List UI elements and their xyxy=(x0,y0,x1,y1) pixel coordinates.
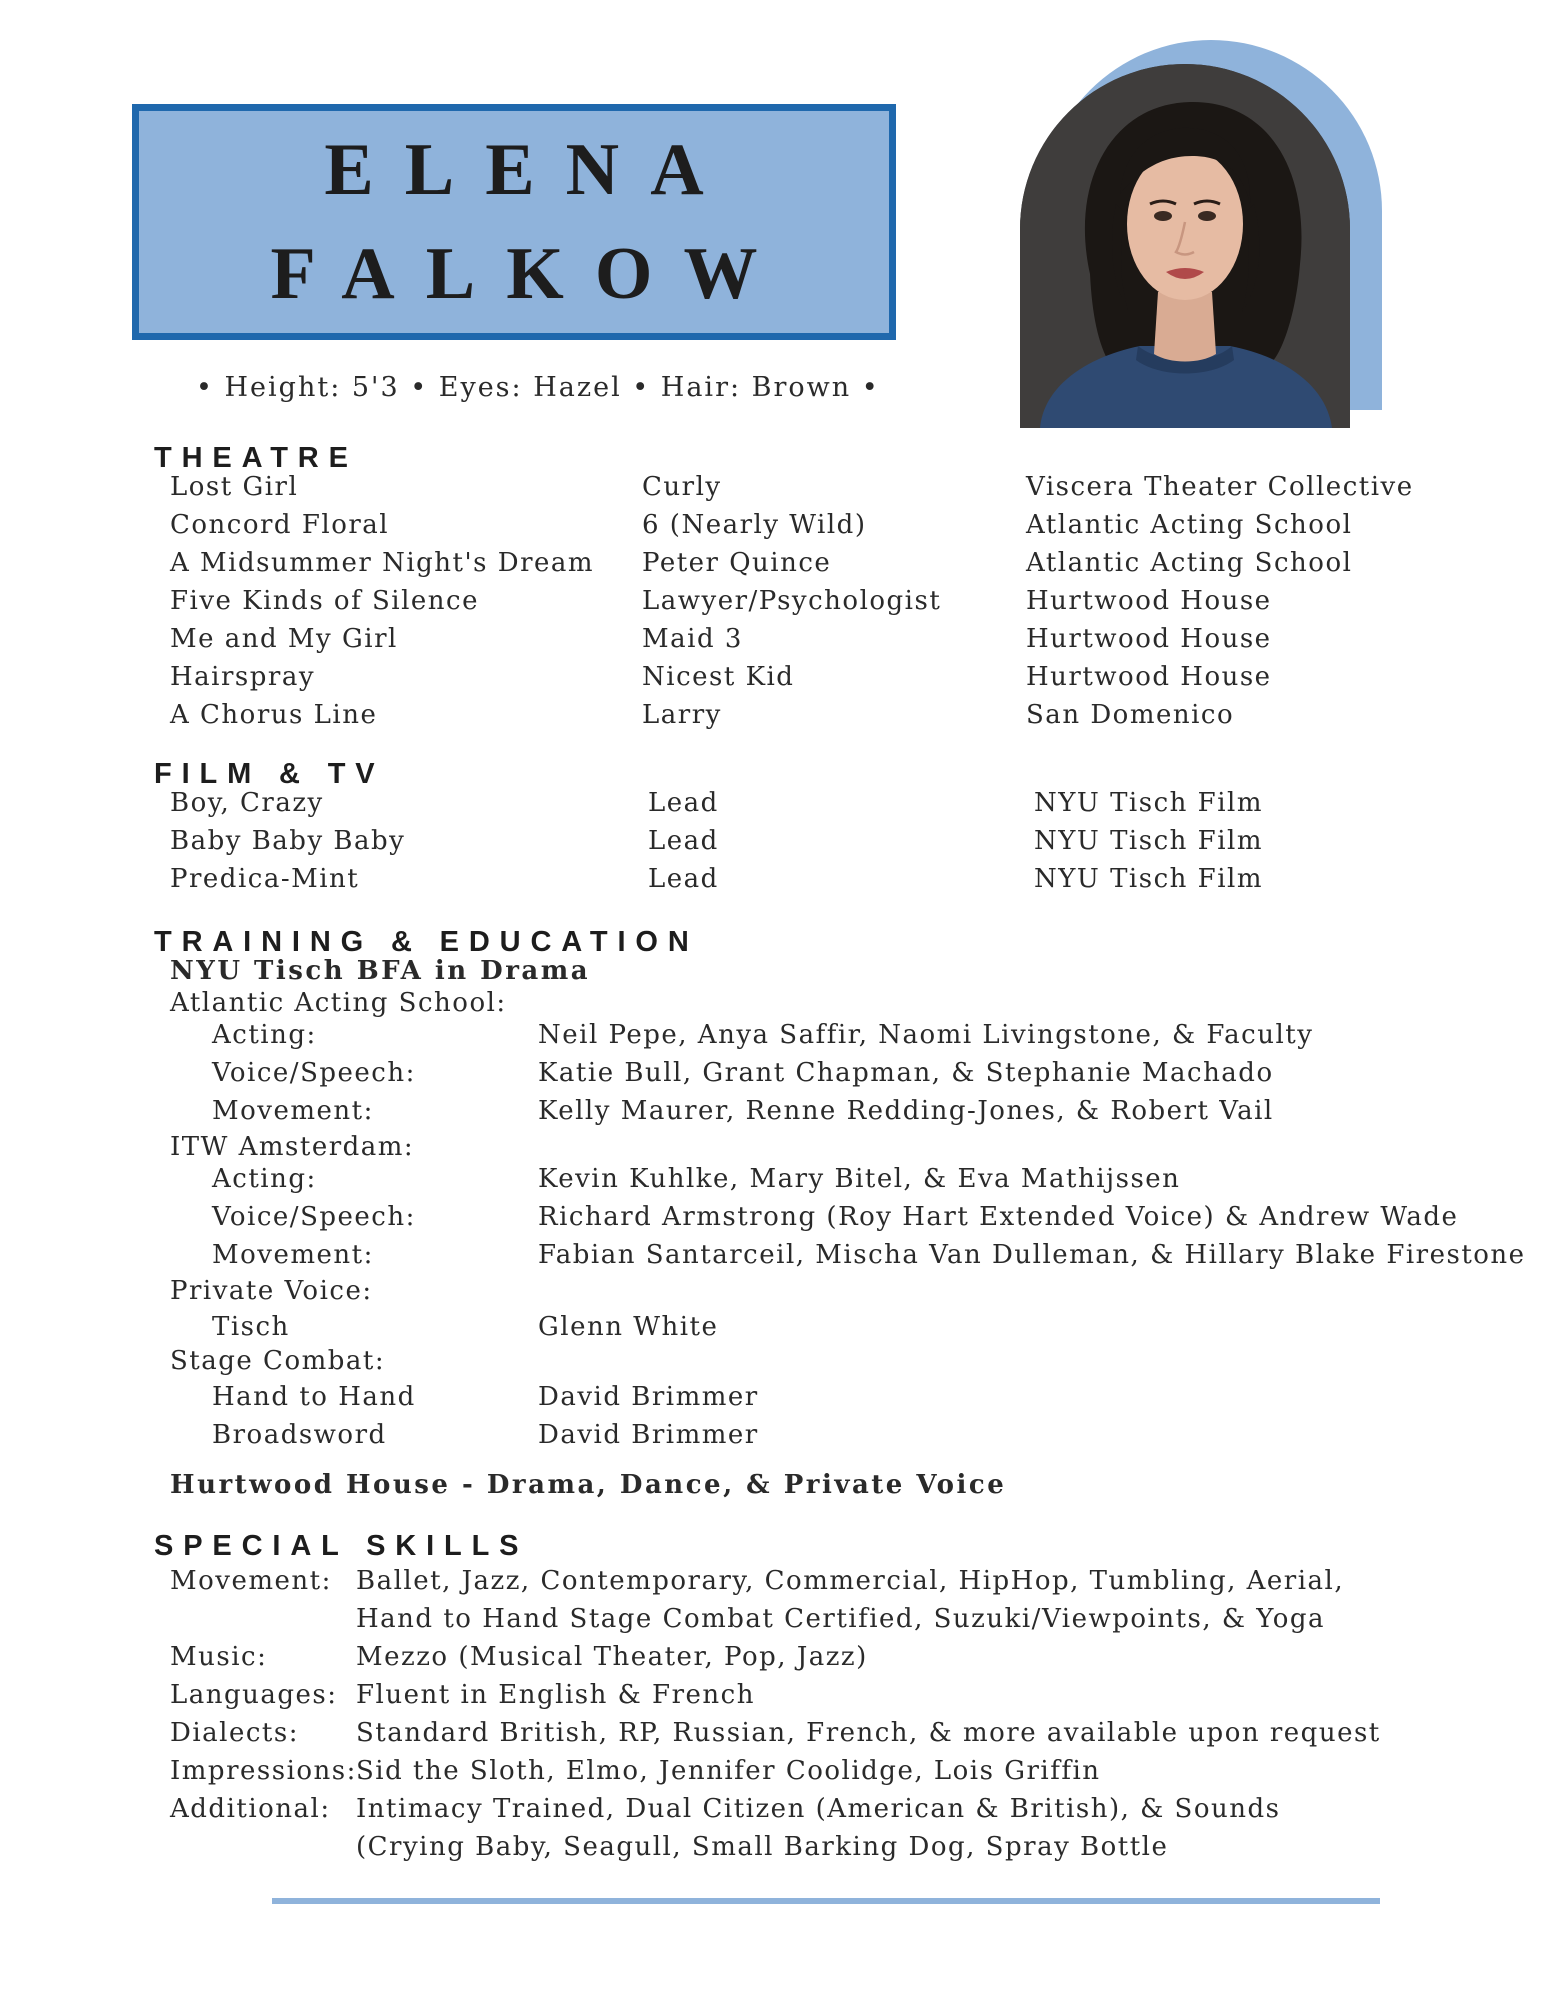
private-voice-label: Private Voice: xyxy=(170,1276,373,1306)
training-heading: TRAINING & EDUCATION xyxy=(154,926,699,958)
skills-list xyxy=(170,1562,1410,1866)
credit-title: Lost Girl xyxy=(170,472,299,502)
table-row xyxy=(170,788,1410,826)
credit-title: Concord Floral xyxy=(170,510,390,540)
list-item xyxy=(170,1164,1430,1202)
skill-text: Mezzo (Musical Theater, Pop, Jazz) xyxy=(356,1642,868,1672)
table-row xyxy=(170,826,1410,864)
credit-venue: Viscera Theater Collective xyxy=(1026,472,1414,502)
vitals: • Height: 5'3 • Eyes: Hazel • Hair: Brown • xyxy=(196,372,880,403)
table-row xyxy=(170,624,1410,662)
credit-venue: Hurtwood House xyxy=(1026,586,1272,616)
list-item xyxy=(170,1202,1459,1240)
skill-label: Languages: xyxy=(170,1680,338,1710)
skill-label: Impressions: xyxy=(170,1756,357,1786)
table-row xyxy=(170,864,1410,902)
list-item xyxy=(170,1020,1430,1058)
theatre-credits xyxy=(170,472,1414,738)
skill-text: Fluent in English & French xyxy=(356,1680,755,1710)
training-subject: Voice/Speech: xyxy=(212,1202,416,1232)
skill-text: Sid the Sloth, Elmo, Jennifer Coolidge, Lois Griffin xyxy=(356,1756,1101,1786)
credit-role: Lawyer/Psychologist xyxy=(642,586,942,616)
credit-title: Five Kinds of Silence xyxy=(170,586,479,616)
credit-title: Me and My Girl xyxy=(170,624,398,654)
skill-label: Movement: xyxy=(170,1566,332,1596)
training-teachers: David Brimmer xyxy=(538,1420,759,1450)
last-name: FALKOW xyxy=(270,233,789,315)
training-subject: Movement: xyxy=(212,1096,374,1126)
credit-role: Lead xyxy=(648,788,719,818)
credit-venue: NYU Tisch Film xyxy=(1034,864,1263,894)
theatre-heading: THEATRE xyxy=(154,442,358,474)
skill-text: Standard British, RP, Russian, French, & more available upon request xyxy=(356,1718,1381,1748)
list-item xyxy=(170,1676,1410,1714)
training-subject: Tisch xyxy=(212,1312,290,1342)
credit-venue: Atlantic Acting School xyxy=(1026,510,1353,540)
film-tv-credits xyxy=(170,788,1410,902)
table-row xyxy=(170,700,1410,738)
list-item xyxy=(170,1096,1430,1132)
credit-title: Hairspray xyxy=(170,662,316,692)
name-banner xyxy=(132,104,896,340)
training-subject: Voice/Speech: xyxy=(212,1058,416,1088)
credit-role: Peter Quince xyxy=(642,548,832,578)
training-subject: Hand to Hand xyxy=(212,1382,416,1412)
skill-label: Music: xyxy=(170,1642,268,1672)
credit-role: Maid 3 xyxy=(642,624,743,654)
list-item xyxy=(170,1382,1430,1420)
table-row xyxy=(170,548,1410,586)
list-item xyxy=(170,1638,1410,1676)
table-row xyxy=(170,586,1410,624)
credit-title: Baby Baby Baby xyxy=(170,826,406,856)
list-item xyxy=(170,1714,1410,1752)
skills-heading: SPECIAL SKILLS xyxy=(154,1530,529,1562)
degree: NYU Tisch BFA in Drama xyxy=(170,956,591,986)
training-teachers: Kevin Kuhlke, Mary Bitel, & Eva Mathijssen xyxy=(538,1164,1181,1194)
training-teachers: Richard Armstrong (Roy Hart Extended Voice) & Andrew Wade xyxy=(538,1202,1459,1232)
training-subject: Acting: xyxy=(212,1164,317,1194)
first-name: ELENA xyxy=(324,129,735,211)
training-teachers: Katie Bull, Grant Chapman, & Stephanie Machado xyxy=(538,1058,1274,1088)
skill-text: Ballet, Jazz, Contemporary, Commercial, HipHop, Tumbling, Aerial, Hand to Hand Stage Combat Certified, Suzuki/Viewpoints, & Yoga xyxy=(356,1566,1345,1634)
credit-role: Curly xyxy=(642,472,722,502)
skill-text: Intimacy Trained, Dual Citizen (American & British), & Sounds (Crying Baby, Seagull, Small Barking Dog, Spray Bottle xyxy=(356,1794,1281,1862)
list-item xyxy=(170,1312,1430,1346)
credit-venue: NYU Tisch Film xyxy=(1034,788,1263,818)
credit-role: Larry xyxy=(642,700,722,730)
training-teachers: David Brimmer xyxy=(538,1382,759,1412)
credit-role: Nicest Kid xyxy=(642,662,795,692)
list-item xyxy=(170,1058,1430,1096)
training-subject: Movement: xyxy=(212,1240,374,1270)
table-row xyxy=(170,472,1414,510)
bottom-divider xyxy=(272,1898,1380,1904)
training-teachers: Kelly Maurer, Renne Redding-Jones, & Robert Vail xyxy=(538,1096,1274,1126)
list-item xyxy=(170,1420,1430,1470)
film-tv-heading: FILM & TV xyxy=(154,758,385,790)
list-item xyxy=(170,1562,1410,1638)
credit-role: 6 (Nearly Wild) xyxy=(642,510,867,540)
headshot-illustration xyxy=(1020,64,1350,428)
training-subject: Acting: xyxy=(212,1020,317,1050)
skill-label: Dialects: xyxy=(170,1718,299,1748)
training-subject: Broadsword xyxy=(212,1420,387,1450)
training-teachers: Glenn White xyxy=(538,1312,719,1342)
school-atlantic: Atlantic Acting School: xyxy=(170,988,507,1018)
list-item xyxy=(170,1240,1526,1276)
hurtwood-training: Hurtwood House - Drama, Dance, & Private Voice xyxy=(170,1470,1007,1500)
training-teachers: Fabian Santarceil, Mischa Van Dulleman, & Hillary Blake Firestone xyxy=(538,1240,1526,1270)
credit-venue: NYU Tisch Film xyxy=(1034,826,1263,856)
credit-title: Boy, Crazy xyxy=(170,788,324,818)
credit-role: Lead xyxy=(648,864,719,894)
list-item xyxy=(170,1790,1410,1866)
stage-combat-label: Stage Combat: xyxy=(170,1346,386,1376)
credit-venue: Hurtwood House xyxy=(1026,624,1272,654)
credit-venue: San Domenico xyxy=(1026,700,1235,730)
table-row xyxy=(170,510,1410,548)
headshot-photo xyxy=(1020,64,1350,428)
credit-role: Lead xyxy=(648,826,719,856)
credit-title: Predica-Mint xyxy=(170,864,360,894)
table-row xyxy=(170,662,1410,700)
credit-title: A Midsummer Night's Dream xyxy=(170,548,595,578)
credit-venue: Atlantic Acting School xyxy=(1026,548,1353,578)
list-item xyxy=(170,1752,1410,1790)
skill-label: Additional: xyxy=(170,1794,331,1824)
credit-venue: Hurtwood House xyxy=(1026,662,1272,692)
credit-title: A Chorus Line xyxy=(170,700,378,730)
school-itw: ITW Amsterdam: xyxy=(170,1132,415,1162)
training-teachers: Neil Pepe, Anya Saffir, Naomi Livingstone, & Faculty xyxy=(538,1020,1314,1050)
training-list xyxy=(170,956,1526,1504)
